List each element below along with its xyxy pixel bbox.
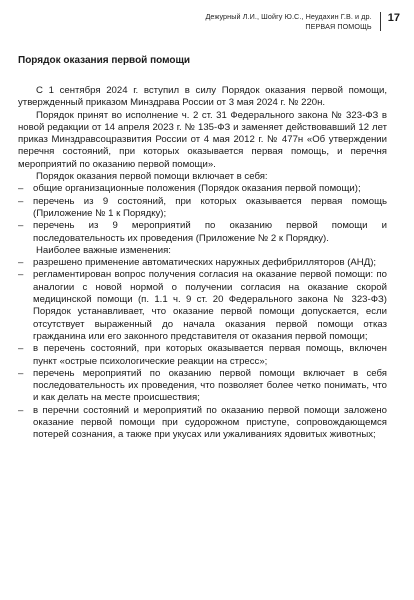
list-item: – регламентирован вопрос получения согласия на оказание первой помощи: по аналогии с новой нормой о получении согласия на оказание скорой медицинской помощи (п. 1.1 ч. 9 ст. 20 Федерального закона № 323-ФЗ) Порядок устанавливает, что оказание первой помощи допускается, если отсутствует выраженный до начала оказания первой помощи отказ гражданина или его законного представителя от оказания первой помощи; xyxy=(18,269,387,343)
list-item: – разрешено применение автоматических наружных дефибрилляторов (АНД); xyxy=(18,257,387,269)
list-item: – в перечень состояний, при которых оказывается первая помощь, включен пункт «острые психологические реакции на стресс»; xyxy=(18,343,387,368)
list-item: – общие организационные положения (Порядок оказания первой помощи); xyxy=(18,183,387,195)
list-item: – перечень мероприятий по оказанию первой помощи включает в себя последовательность их проведения, что позволяет более четко понимать, что и как делать на месте происшествия; xyxy=(18,368,387,405)
changes-intro: Наиболее важные изменения: xyxy=(36,244,171,256)
page-content xyxy=(18,55,387,442)
list-item: – перечень из 9 мероприятий по оказанию первой помощи и последовательность их проведения (Приложение № 2 к Порядку). xyxy=(18,220,387,245)
list-item: – перечень из 9 состояний, при которых оказывается первая помощь (Приложение № 1 к Порядку); xyxy=(18,196,387,221)
paragraph: С 1 сентября 2024 г. вступил в силу Порядок оказания первой помощи, утвержденный приказом Минздрава России от 3 мая 2024 г. № 220н. xyxy=(18,85,387,109)
paragraph: Порядок принят во исполнение ч. 2 ст. 31 Федерального закона № 323-ФЗ в новой редакции от 14 апреля 2023 г. № 135-ФЗ и заменяет действовавший 12 лет приказ Минздравсоцразвития России от 4 мая 2012 г. № 477н «Об утверждении перечня состояний, при которых оказывается первая помощь, и перечня мероприятий по оказанию первой помощи». xyxy=(18,109,387,170)
header-subtitle: ПЕРВАЯ ПОМОЩЬ xyxy=(305,21,372,31)
changes-list xyxy=(18,257,387,441)
page-number: 17 xyxy=(387,12,400,24)
header-authors: Дежурный Л.И., Шойгу Ю.С., Неудахин Г.В. и др. xyxy=(205,12,372,21)
contents-list xyxy=(18,183,387,244)
running-header xyxy=(160,12,400,42)
header-text xyxy=(205,12,380,31)
paragraph: Порядок оказания первой помощи включает в себя: xyxy=(36,171,268,183)
list-item: – в перечни состояний и мероприятий по оказанию первой помощи заложено оказание первой помощи при судорожном приступе, сопровождающемся потерей сознания, а также при укусах или ужаливаниях ядовитых животных; xyxy=(18,405,387,442)
section-title: Порядок оказания первой помощи xyxy=(18,55,191,66)
